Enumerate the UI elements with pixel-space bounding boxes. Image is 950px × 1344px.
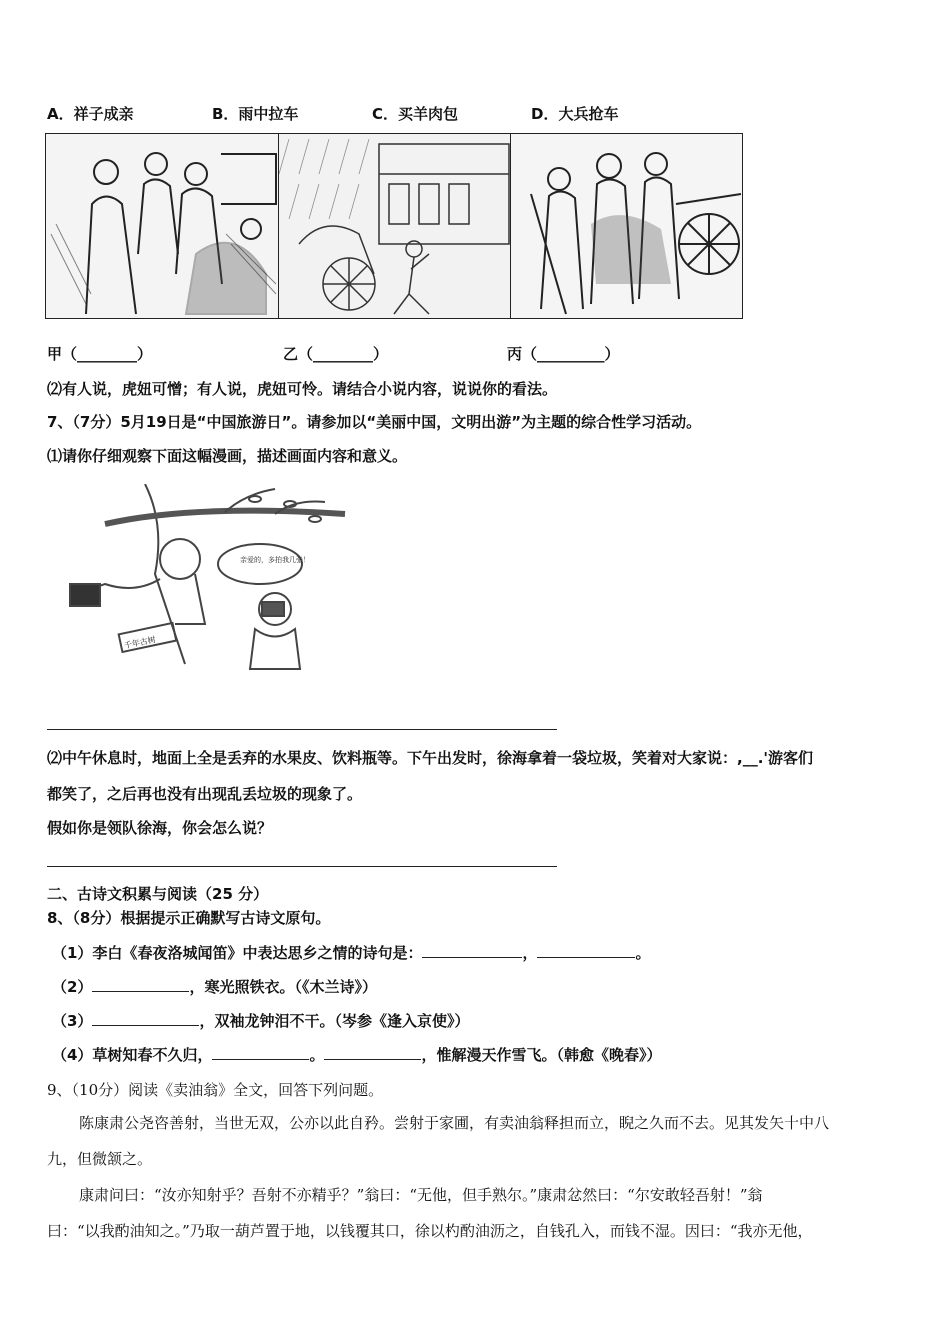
option-b: B．雨中拉车	[212, 105, 299, 123]
q8-line2	[52, 977, 377, 997]
q8-blank-4[interactable]	[92, 1011, 199, 1026]
section2-title: 二、古诗文积累与阅读（25 分）	[47, 885, 269, 903]
rain-sketch	[279, 134, 511, 319]
q8-l1-end: 。	[635, 944, 651, 962]
q8-line3	[52, 1011, 469, 1031]
option-d: D．大兵抢车	[531, 105, 619, 123]
answer-bing: 丙（_________）	[507, 345, 620, 363]
q9-title: 9、（10分）阅读《卖油翁》全文，回答下列问题。	[47, 1081, 384, 1099]
q8-l3-text: ，双袖龙钟泪不干。（岑参《逢入京使》）	[199, 1012, 470, 1030]
q9-para2-line1: 康肃问曰：“汝亦知射乎？吾射不亦精乎？”翁曰：“无他，但手熟尔。”康肃忿然曰：“尔安敢轻吾射！”翁	[79, 1186, 763, 1204]
q8-blank-3[interactable]	[92, 977, 189, 992]
q9-para1-line1: 陈康肃公尧咨善射，当世无双，公亦以此自矜。尝射于家圃，有卖油翁释担而立，睨之久而不去。见其发矢十中八	[79, 1114, 830, 1132]
q6-part2: ⑵有人说，虎妞可憎；有人说，虎妞可怜。请结合小说内容，说说你的看法。	[47, 380, 558, 398]
q8-blank-6[interactable]	[324, 1045, 421, 1060]
illustration-soldiers	[510, 133, 743, 319]
option-a: A．祥子成亲	[47, 105, 134, 123]
q7-part2-line3: 假如你是领队徐海，你会怎么说？	[47, 819, 273, 837]
q8-blank-5[interactable]	[212, 1045, 309, 1060]
q8-blank-1[interactable]	[422, 943, 522, 958]
q8-l4-text: （4）草树知春不久归，	[52, 1046, 213, 1064]
comic-sign-text: 千年古树	[123, 634, 157, 651]
wedding-sketch	[46, 134, 279, 319]
q8-line4	[52, 1045, 661, 1065]
q7-title: 7、（7分）5月19日是“中国旅游日”。请参加以“美丽中国，文明出游”为主题的综合性学习活动。	[47, 413, 702, 431]
answer-line-1[interactable]	[47, 729, 557, 730]
answer-yi: 乙（________）	[283, 345, 389, 363]
answer-line-2[interactable]	[47, 866, 557, 867]
q8-l1-sep: ，	[522, 944, 538, 962]
q9-para1-line2: 九，但微颔之。	[47, 1150, 153, 1168]
soldiers-sketch	[511, 134, 743, 319]
illustration-wedding	[45, 133, 279, 319]
q8-l3-num: （3）	[52, 1012, 93, 1030]
q8-l1-text: （1）李白《春夜洛城闻笛》中表达思乡之情的诗句是：	[52, 944, 423, 962]
q9-para2-line2: 曰：“以我酌油知之。”乃取一葫芦置于地，以钱覆其口，徐以杓酌油沥之，自钱孔入，而钱不湿。因曰：“我亦无他，	[47, 1222, 813, 1240]
illustration-rain	[278, 133, 511, 319]
comic-bubble-text: 亲爱的，多拍我几张！	[240, 556, 310, 564]
q8-l4-sep: 。	[309, 1046, 325, 1064]
q8-title: 8、（8分）根据提示正确默写古诗文原句。	[47, 909, 331, 927]
q8-line1	[52, 943, 650, 963]
q8-l2-num: （2）	[52, 978, 93, 996]
option-c: C．买羊肉包	[372, 105, 459, 123]
q7-part2-line2: 都笑了，之后再也没有出现乱丢垃圾的现象了。	[47, 785, 363, 803]
q7-part2-line1: ⑵中午休息时，地面上全是丢弃的水果皮、饮料瓶等。下午出发时，徐海拿着一袋垃圾，笑着对大家说：,__.'游客们	[47, 749, 813, 767]
q8-l2-text: ，寒光照铁衣。（《木兰诗》）	[189, 978, 377, 996]
comic-illustration	[45, 484, 350, 674]
q8-blank-2[interactable]	[537, 943, 635, 958]
q8-l4-end: ，惟解漫天作雪飞。（韩愈《晚春》）	[421, 1046, 662, 1064]
answer-jia: 甲（________）	[47, 345, 153, 363]
q7-part1: ⑴请你仔细观察下面这幅漫画，描述画面内容和意义。	[47, 447, 408, 465]
comic-sketch	[45, 484, 350, 674]
